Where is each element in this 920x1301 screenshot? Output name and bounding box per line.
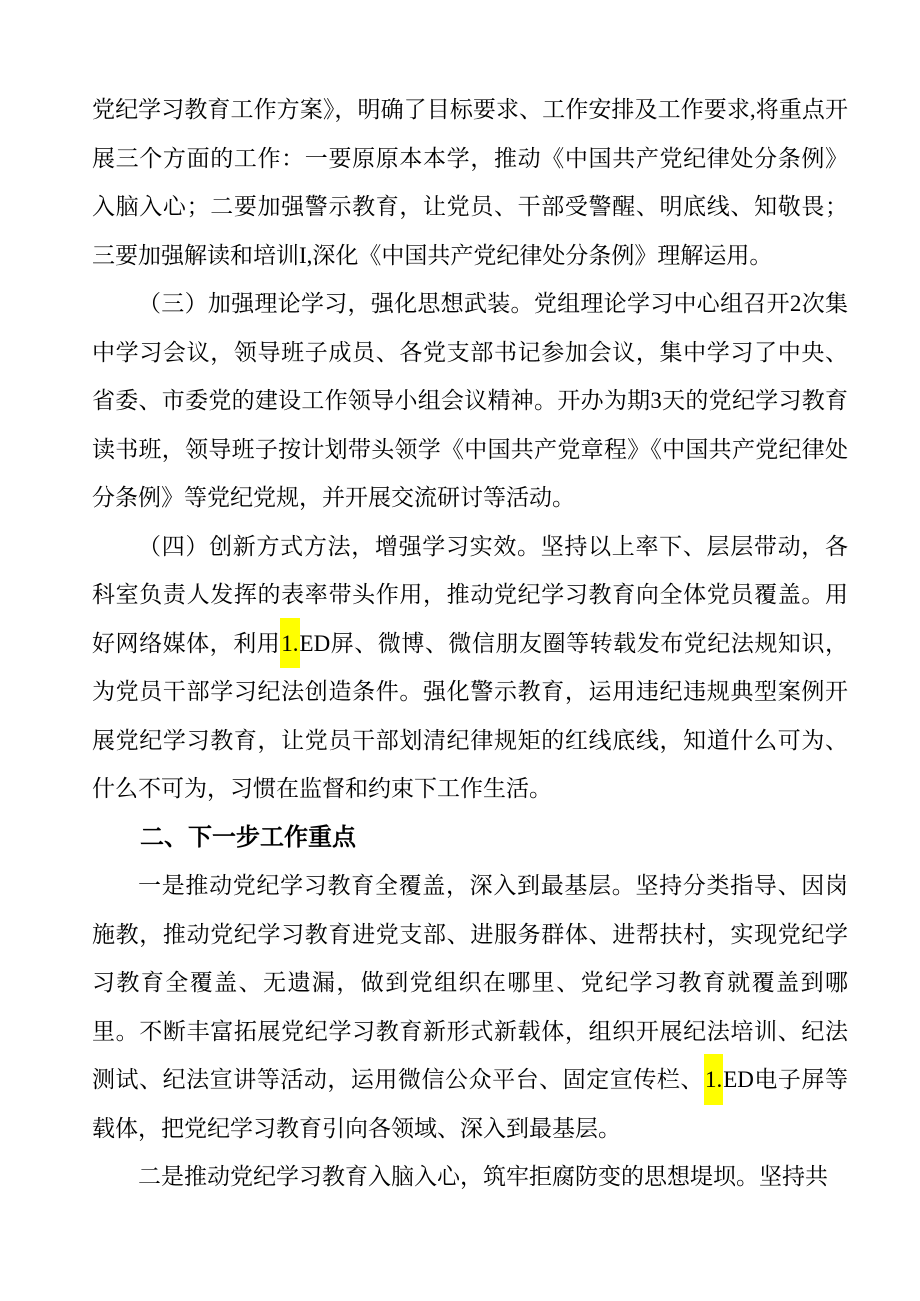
highlighted-text: 1. <box>704 1054 723 1105</box>
text-segment: ED电子屏等载体，把党纪学习教育引向各领域、深入到最基层。 <box>92 1067 848 1141</box>
text-segment: ED屏、微博、微信朋友圈等转载发布党纪法规知识，为党员干部学习纪法创造条件。强化警示教育，运用违纪违规典型案例开展党纪学习教育，让党员干部划清纪律规矩的红线底线，知道什么可为、什么不可为，习惯在监督和约束下工作生活。 <box>92 630 848 801</box>
text-segment: 一是推动党纪学习教育全覆盖，深入到最基层。坚持分类指导、因岗施教，推动党纪学习教育进党支部、进服务群体、进帮扶村，实现党纪学习教育全覆盖、无遗漏，做到党组织在哪里、党纪学习教育就覆盖到哪里。不断丰富拓展党纪学习教育新形式新载体，组织开展纪法培训、纪法测试、纪法宣讲等活动，运用微信公众平台、固定宣传栏、 <box>92 873 848 1092</box>
text-segment: 二、下一步工作重点 <box>140 823 356 851</box>
paragraph <box>92 862 848 1153</box>
document-body <box>92 86 848 1202</box>
text-segment: （四）创新方式方法，增强学习实效。坚持以上率下、层层带动，各科室负责人发挥的表率带头作用，推动党纪学习教育向全体党员覆盖。用好网络媒体，利用 <box>92 533 848 656</box>
paragraph <box>92 1153 848 1202</box>
section-heading <box>92 814 848 863</box>
text-segment: 二是推动党纪学习教育入脑入心，筑牢拒腐防变的思想堤坝。坚持共 <box>138 1164 828 1189</box>
text-segment: 党纪学习教育工作方案》，明确了目标要求、工作安排及工作要求,将重点开展三个方面的工作：一要原原本本学，推动《中国共产党纪律处分条例》入脑入心；二要加强警示教育，让党员、干部受警醒、明底线、知敬畏；三要加强解读和培训I,深化《中国共产党纪律处分条例》理解运用。 <box>92 97 848 268</box>
text-segment: （三）加强理论学习，强化思想武装。党组理论学习中心组召开2次集中学习会议，领导班子成员、各党支部书记参加会议，集中学习了中央、省委、市委党的建设工作领导小组会议精神。开办为期3天的党纪学习教育读书班，领导班子按计划带头领学《中国共产党章程》《中国共产党纪律处分条例》等党纪党规，并开展交流研讨等活动。 <box>92 291 848 510</box>
paragraph <box>92 280 848 523</box>
paragraph <box>92 523 848 814</box>
highlighted-text: 1. <box>280 618 299 669</box>
paragraph <box>92 86 848 280</box>
